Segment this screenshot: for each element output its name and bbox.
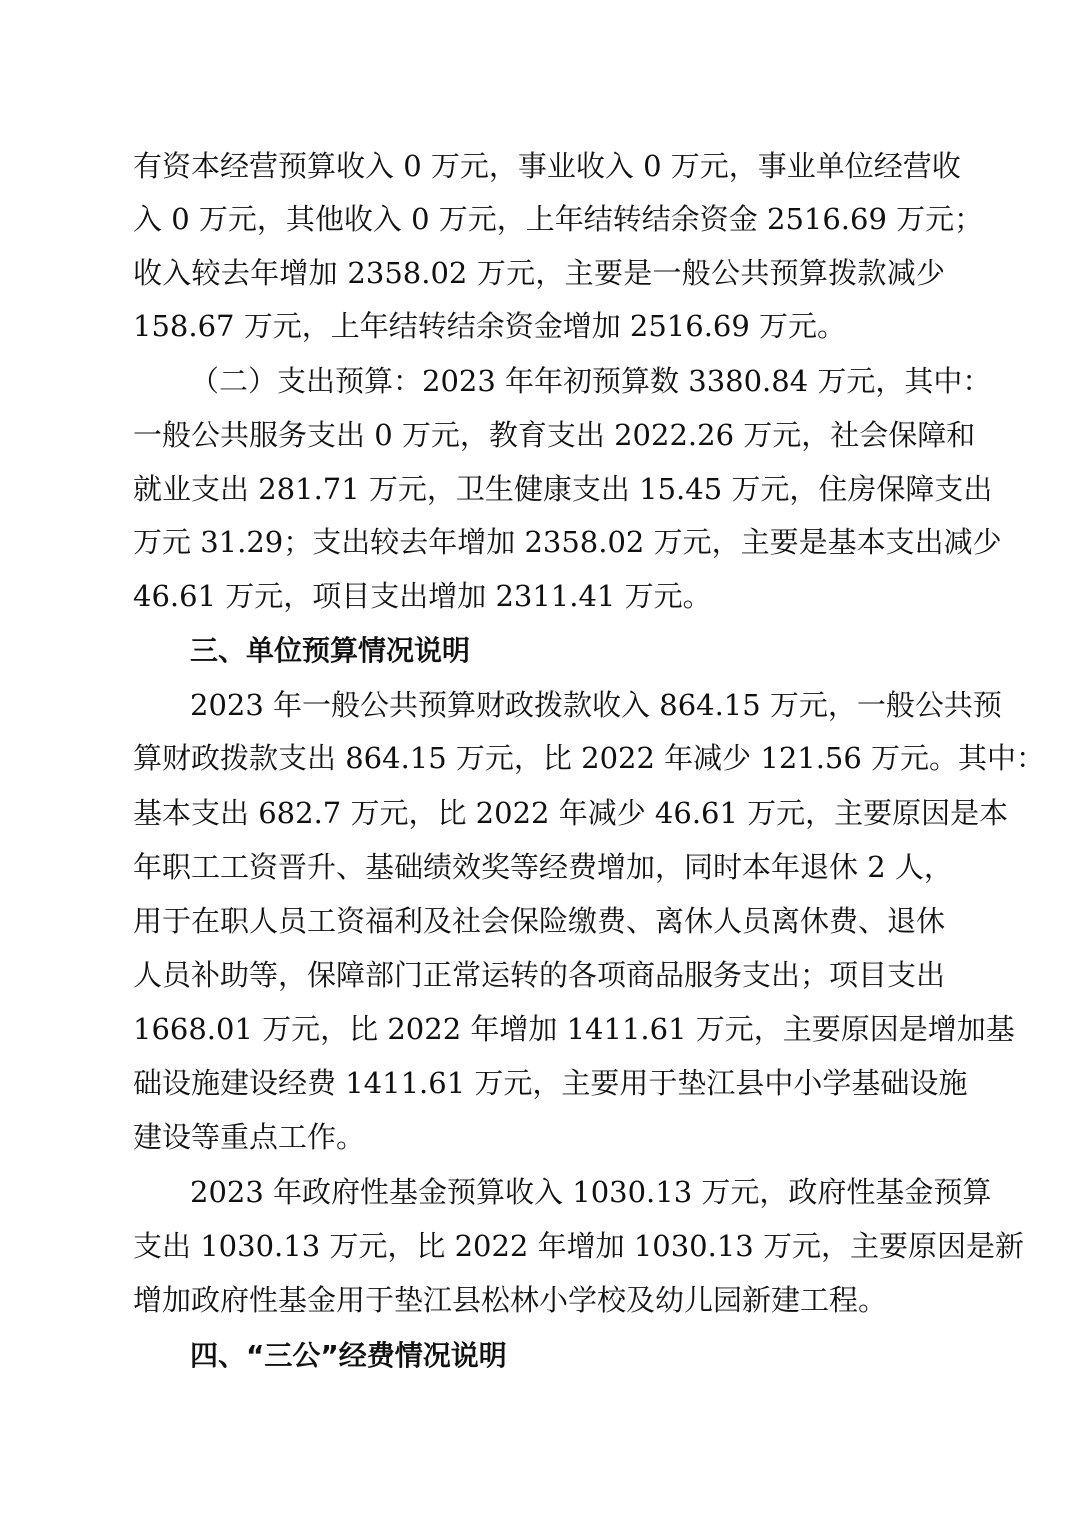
body-text-line: 46.61 万元，项目支出增加 2311.41 万元。 <box>133 579 712 613</box>
body-text-line: 就业支出 281.71 万元，卫生健康支出 15.45 万元，住房保障支出 <box>133 472 993 506</box>
body-text-line: 支出 1030.13 万元，比 2022 年增加 1030.13 万元，主要原因是新 <box>133 1229 1024 1263</box>
body-text-line: 万元 31.29；支出较去年增加 2358.02 万元，主要是基本支出减少 <box>133 525 1002 559</box>
body-text-line: 基本支出 682.7 万元，比 2022 年减少 46.61 万元，主要原因是本 <box>133 796 1009 830</box>
body-text-line: 2023 年政府性基金预算收入 1030.13 万元，政府性基金预算 <box>190 1175 992 1209</box>
body-text-line: 建设等重点工作。 <box>133 1120 366 1154</box>
body-text-line: 入 0 万元，其他收入 0 万元，上年结转结余资金 2516.69 万元； <box>133 202 984 236</box>
body-text-line: 一般公共服务支出 0 万元，教育支出 2022.26 万元，社会保障和 <box>133 418 976 452</box>
body-text-line: 用于在职人员工资福利及社会保险缴费、离休人员离休费、退休 <box>133 904 946 938</box>
body-text-line: 2023 年一般公共预算财政拨款收入 864.15 万元，一般公共预 <box>190 688 1002 722</box>
body-text-line: 收入较去年增加 2358.02 万元，主要是一般公共预算拨款减少 <box>133 256 945 290</box>
body-text-line: 158.67 万元，上年结转结余资金增加 2516.69 万元。 <box>133 309 847 343</box>
body-text-line: 年职工工资晋升、基础绩效奖等经费增加，同时本年退休 2 人， <box>133 850 953 884</box>
section-heading-unit-budget: 三、单位预算情况说明 <box>190 634 471 667</box>
section-heading-three-public: 四、“三公”经费情况说明 <box>190 1339 507 1372</box>
body-text-line: 人员补助等，保障部门正常运转的各项商品服务支出；项目支出 <box>133 958 946 992</box>
body-text-line: 增加政府性基金用于垫江县松林小学校及幼儿园新建工程。 <box>133 1283 888 1317</box>
body-text-line: 有资本经营预算收入 0 万元，事业收入 0 万元，事业单位经营收 <box>133 149 961 183</box>
section-subheading-expenditure: （二）支出预算：2023 年年初预算数 3380.84 万元，其中： <box>190 364 992 398</box>
body-text-line: 础设施建设经费 1411.61 万元，主要用于垫江县中小学基础设施 <box>133 1066 968 1100</box>
body-text-line: 1668.01 万元，比 2022 年增加 1411.61 万元，主要原因是增加基 <box>133 1012 1015 1046</box>
body-text-line: 算财政拨款支出 864.15 万元，比 2022 年减少 121.56 万元。其中： <box>133 741 1046 775</box>
